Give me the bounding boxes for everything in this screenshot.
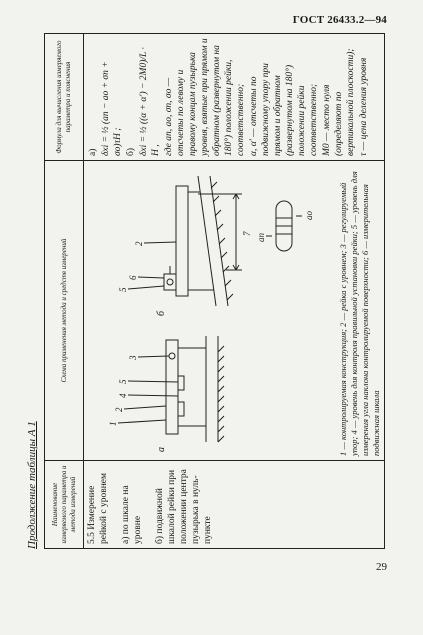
label-an: aп bbox=[256, 233, 266, 242]
column-header-formula: Формула для вычисления измеряемого параметра и пояснения bbox=[45, 34, 84, 161]
formula-tau: τ — цена деления уровня bbox=[359, 57, 369, 156]
label-ao: aо bbox=[304, 211, 314, 220]
method-a: а) по шкале на уровне bbox=[121, 485, 143, 544]
formula-2: δxi = ½ ((α + α′) − 2M0)/L · H , bbox=[139, 47, 161, 156]
method-cell bbox=[84, 461, 385, 549]
table-header-row bbox=[45, 34, 84, 549]
formula-b-label: б) bbox=[126, 148, 136, 156]
label-dim-7: 7 bbox=[242, 231, 252, 236]
method-title: 5.5 Измерение рейкой с уровнем bbox=[87, 472, 109, 544]
structure-b-top bbox=[198, 176, 216, 306]
table-caption: Продолжение таблицы А 1 bbox=[26, 421, 38, 549]
rail-a bbox=[166, 340, 178, 434]
formula-alpha: α, α′ — отсчеты по подвижному упору при прямом и обратном (развернутом на 180°) положении рейки соответственно; bbox=[249, 63, 319, 156]
formula-a-label: а) bbox=[88, 148, 98, 156]
scheme-cell bbox=[84, 161, 385, 461]
label-num-2a: 2 bbox=[114, 407, 124, 412]
label-b: б bbox=[156, 310, 167, 316]
page-header: ГОСТ 26433.2—94 bbox=[292, 14, 387, 26]
diagram-legend: 1 — контролируемая конструкция; 2 — рейка с уровнем; 3 — регулируемый упор; 4 — уровень для контроля правильной установки рейки; 5 — уровень для измерения угла наклона контролируемой поверхности; 6 — измерительная подвижная шкала bbox=[338, 171, 381, 456]
column-header-scheme: Схема применения метода и средств измерений bbox=[45, 161, 84, 461]
label-num-6: 6 bbox=[128, 275, 138, 280]
method-b: б) подвижной шкалой рейки при положении центра пузырька в нуль-пункте bbox=[155, 469, 213, 544]
label-num-5a: 5 bbox=[118, 379, 128, 384]
rail-b bbox=[176, 186, 188, 296]
page-number: 29 bbox=[376, 561, 387, 573]
label-num-2b: 2 bbox=[134, 241, 144, 246]
level-b bbox=[164, 274, 176, 290]
label-num-1a: 1 bbox=[108, 421, 118, 426]
label-a: а bbox=[156, 447, 167, 452]
column-header-parameter: Наименование измеряемого параметра и метода измерений bbox=[45, 461, 84, 549]
formula-where: где aп, aо, σп, σо — отсчеты по левому и правому концам пузырька уровня, взятые при прямом и обратном (развернутом на 180°) положении рейки, соответственно; bbox=[164, 38, 246, 156]
formula-cell bbox=[84, 34, 385, 161]
label-num-3a: 3 bbox=[128, 355, 138, 360]
rotated-table-region bbox=[26, 34, 386, 549]
formula-1: δxi = ½ (aп − aо + σп + σо)τH ; bbox=[101, 61, 123, 156]
label-num-5b: 5 bbox=[118, 287, 128, 292]
measurement-table bbox=[44, 33, 385, 549]
label-num-4: 4 bbox=[118, 393, 128, 398]
table-row bbox=[84, 34, 385, 549]
formula-m0: M0 — место нуля (определяют по вертикальной плоскости); bbox=[322, 48, 356, 156]
measurement-scheme-diagram bbox=[86, 166, 336, 456]
